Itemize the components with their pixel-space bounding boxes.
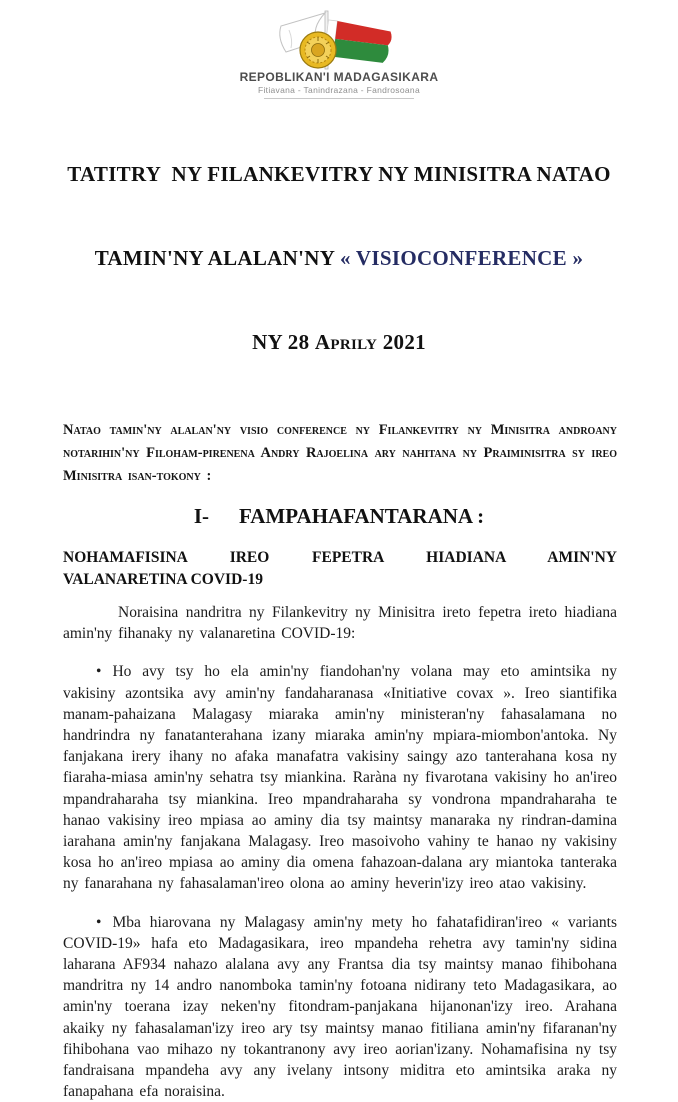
section-numeral: I-	[193, 504, 209, 528]
gold-seal	[300, 32, 336, 68]
lede-paragraph: Natao tamin'ny alalan'ny visio conference ny Filankevitry ny Minisitra androany notarihin'ny Filoham-pirenena Andry Rajoelina ary nahitana ny Praiminisitra sy ireo Minisitra isan-tokony :	[63, 422, 617, 484]
emblem-divider	[264, 98, 414, 99]
bullet-dot: •	[96, 663, 102, 681]
bullet-item-2	[63, 912, 617, 1102]
subheading-line-1: NOHAMAFISINA IREO FEPETRA HIADIANA AMIN'NY	[63, 549, 617, 566]
section-heading	[0, 504, 678, 529]
section-subheading	[63, 547, 617, 591]
bullet-text-2: Mba hiarovana ny Malagasy amin'ny mety ho fahatafidiran'ireo « variants COVID-19» hafa eto Madagasikara, ireo mpandeha rehetra avy tamin'ny sidina laharana AF934 nahazo alalana avy any Frantsa dia tsy maintsy manao fihibohana mandritra ny 14 andro nanomboka tamin'ny fotoana nidirany teto Madagasikara, ao amin'ny toerana izay neken'ny fitondram-panjakana hijanonan'izy ireo. Arahana akaiky ny fahasalaman'izy ireo ary tsy maintsy manao fitiliana amin'ny fifaranan'ny fihibohana vao mihazo ny tokantranony avy ireo aorian'izany. Nohamafisina ny tsy fandraisana mpandeha avy any ivelany intsony miditra eto amintsika araka ny fanapahana efa noraisina.	[63, 913, 617, 1101]
intro-paragraph: Noraisina nandritra ny Filankevitry ny Minisitra ireto fepetra ireto hiadiana amin'ny fihanaky ny valanaretina COVID-19:	[63, 604, 617, 643]
national-emblem	[0, 10, 678, 99]
title-date-prefix: NY 28	[252, 330, 315, 354]
title-line-3	[0, 328, 678, 356]
section-heading-text: FAMPAHAFANTARANA :	[239, 504, 485, 528]
title-line-1: TATITRY NY FILANKEVITRY NY MINISITRA NATAO	[67, 162, 611, 186]
subheading-line-2: VALANARETINA COVID-19	[63, 571, 263, 588]
title-date-month: Aprily	[314, 330, 378, 354]
emblem-motto: Fitiavana - Tanindrazana - Fandrosoana	[258, 85, 420, 95]
title-date-year: 2021	[377, 330, 426, 354]
document-title	[0, 104, 678, 412]
title-visioconference: « VISIOCONFERENCE »	[339, 246, 584, 270]
bullet-item-1	[63, 661, 617, 894]
emblem-country-name: REPOBLIKAN'I MADAGASIKARA	[239, 70, 439, 84]
title-line-2	[0, 244, 678, 272]
bullet-dot: •	[96, 913, 102, 931]
title-line-2-prefix: TAMIN'NY ALALAN'NY	[94, 246, 340, 270]
bullet-text-1: Ho avy tsy ho ela amin'ny fiandohan'ny volana may eto amintsika ny vakisiny azontsika avy amin'ny fandaharanasa «Initiative covax ». Ireo siantifika manam-pahaizana Malagasy miaraka amin'ny ministeran'ny fahasalamana no handrindra ny fanatanterahana izany miaraka amin'ny mpiara-miombon'antoka. Ny fanjakana irery ihany no afaka manafatra vakisiny saingy azo tanterahana kosa ny fiaraha-miasa amin'ny sehatra tsy miankina. Raràna ny fivarotana vakisiny ho an'ireo mpandraharaha tsy miankina. Ireo mpandraharaha sy vondrona mpandraharaha te hanao vakisiny ireo mpiasa ao aminy dia tsy maintsy manaraka ny rindran-damina iarahana amin'ny fanjakana Malagasy. Ireo masoivoho vahiny te hanao ny vakisiny kosa ho an'ireo mpiasa ao aminy dia omena fahazoan-dalana ary miantoka tanteraka ny fanarahana ny fahasalaman'ireo olona ao aminy heverin'izy ireo atao vakisiny.	[63, 663, 617, 893]
madagascar-flag-seal-icon	[259, 10, 419, 72]
